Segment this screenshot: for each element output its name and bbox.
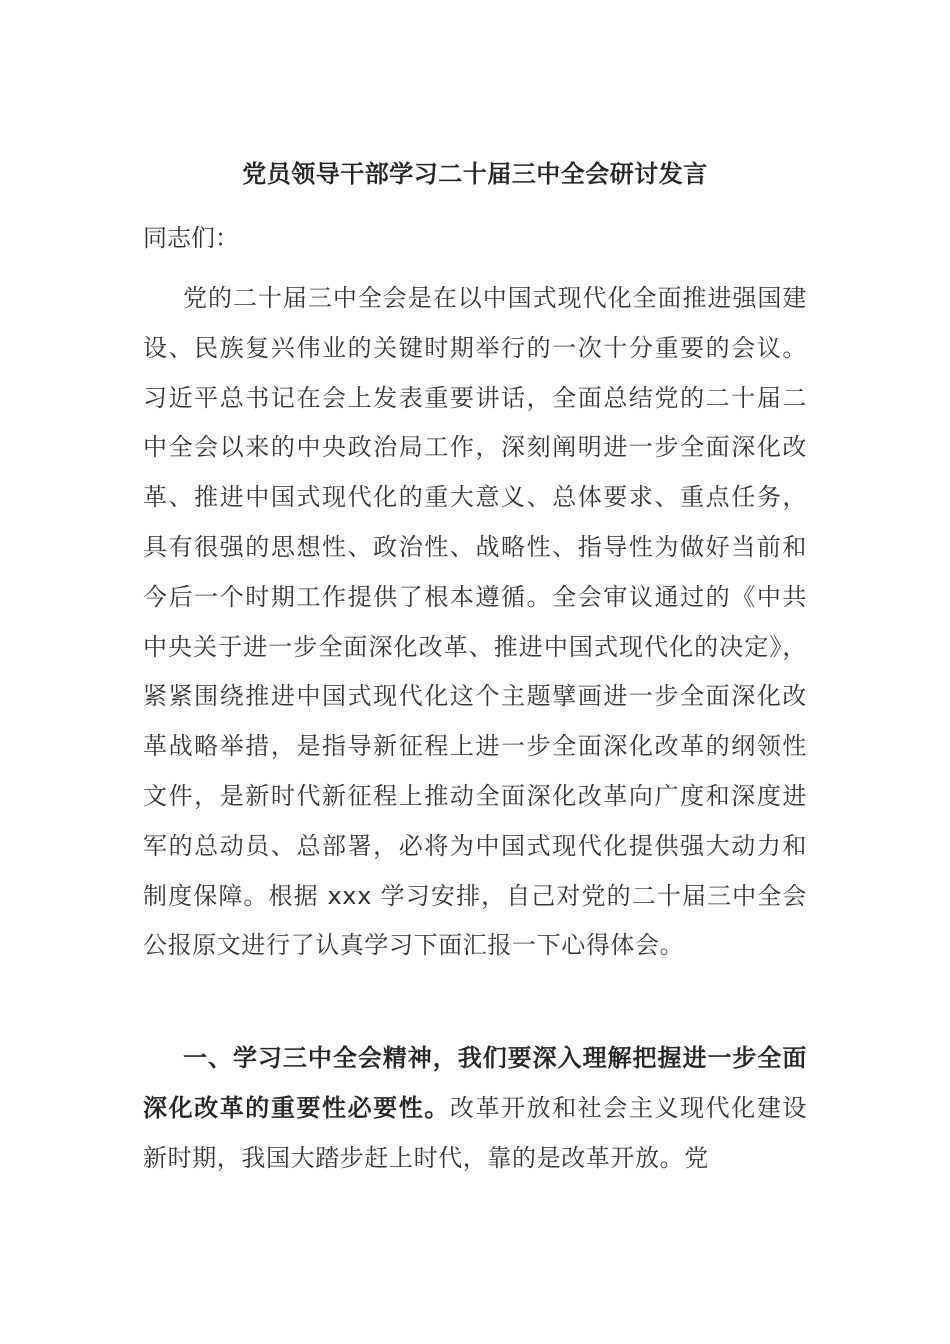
section-heading: 一、学习三中全会精神，我们要深入理解把握进一步全面深化改革的重要性必要性。 [143,1044,807,1122]
salutation: 同志们： [143,224,239,252]
document-title: 党员领导干部学习二十届三中全会研讨发言 [242,160,708,188]
paragraph-text: 改革开放和社会主义现代化建设新时期，我国大踏步赶上时代，靠的是改革开放。党 [143,1093,808,1172]
paragraph-intro [143,274,807,971]
paragraph-text: 党的二十届三中全会是在以中国式现代化全面推进强国建设、民族复兴伟业的关键时期举行的一次十分重要的会议。习近平总书记在会上发表重要讲话，全面总结党的二十届二中全会以来的中央政治局工作，深刻阐明进一步全面深化改革、推进中国式现代化的重大意义、总体要求、重点任务，具有很强的思想性、政治性、战略性、指导性为做好当前和今后一个时期工作提供了根本遵循。全会审议通过的《中共中央关于进一步全面深化改革、推进中国式现代化的决定》，紧紧围绕推进中国式现代化这个主题擘画进一步全面深化改革战略举措，是指导新征程上进一步全面深化改革的纲领性文件，是新时代新征程上推动全面深化改革向广度和深度进军的总动员、总部署，必将为中国式现代化提供强大动力和制度保障。根据 xxx 学习安排，自己对党的二十届三中全会公报原文进行了认真学习下面汇报一下心得体会。 [143,284,807,960]
paragraph-section-one [143,1034,807,1183]
